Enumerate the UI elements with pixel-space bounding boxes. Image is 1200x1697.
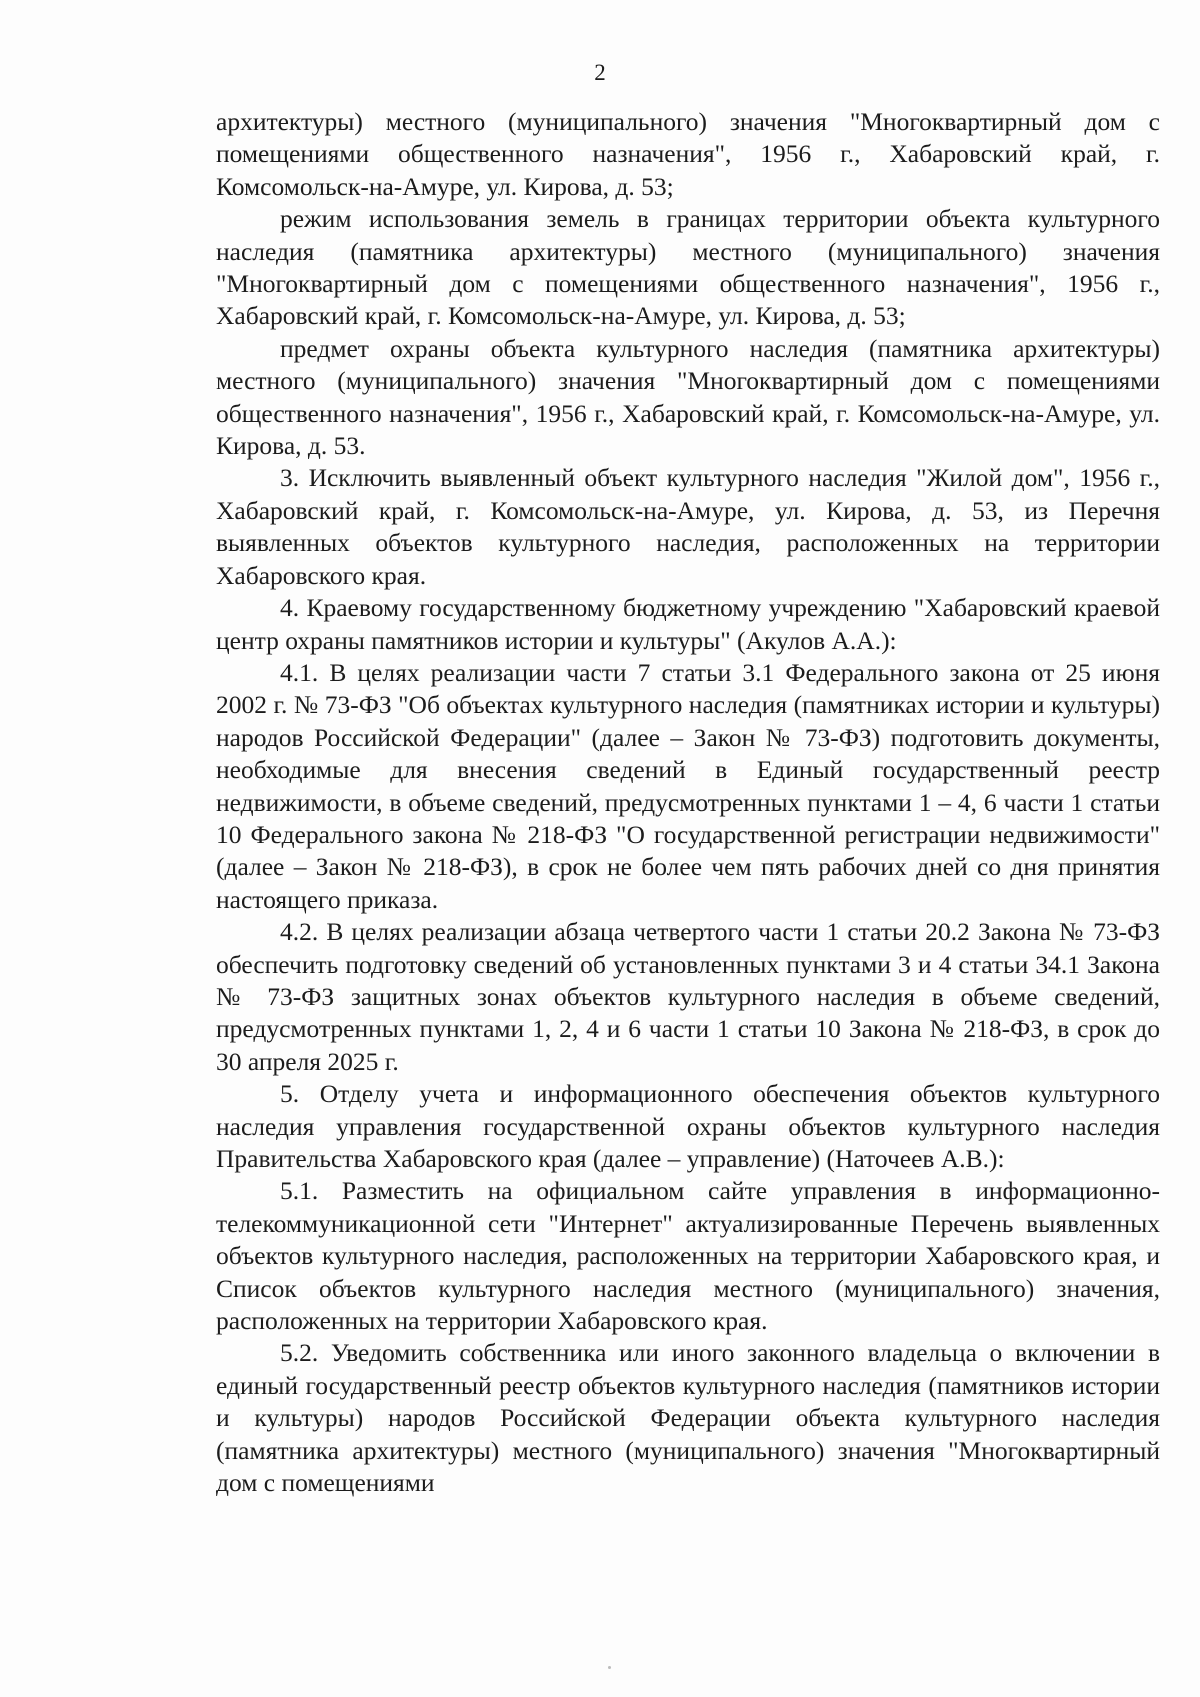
paragraph-continuation: архитектуры) местного (муниципального) значения "Многоквартирный дом с помещениями общественного назначения", 1956 г., Хабаровский край, г. Комсомольск-на-Амуре, ул. Кирова, д. 53;	[216, 107, 1160, 201]
page-number: 2	[594, 60, 606, 85]
paragraph-item-4-2: 4.2. В целях реализации абзаца четвертого части 1 статьи 20.2 Закона № 73-ФЗ обеспечить подготовку сведений об установленных пунктами 3 и 4 статьи 34.1 Закона № 73-ФЗ защитных зонах объектов культурного наследия в объеме сведений, предусмотренных пунктами 1, 2, 4 и 6 части 1 статьи 10 Закона № 218-ФЗ, в срок до 30 апреля 2025 г.	[216, 917, 1160, 1076]
paragraph-item-4: 4. Краевому государственному бюджетному учреждению "Хабаровский краевой центр охраны памятников истории и культуры" (Акулов А.А.):	[216, 593, 1160, 655]
paragraph-item-5: 5. Отделу учета и информационного обеспечения объектов культурного наследия управления государственной охраны объектов культурного наследия Правительства Хабаровского края (далее – управление) (Наточеев А.В.):	[216, 1079, 1160, 1173]
paragraph-protection-subject: предмет охраны объекта культурного наследия (памятника архитектуры) местного (муниципального) значения "Многоквартирный дом с помещениями общественного назначения", 1956 г., Хабаровский край, г. Комсомольск-на-Амуре, ул. Кирова, д. 53.	[216, 333, 1160, 461]
scan-speck	[608, 1666, 611, 1669]
paragraph-item-5-2: 5.2. Уведомить собственника или иного законного владельца о включении в единый государственный реестр объектов культурного наследия (памятников истории и культуры) народов Российской Федерации объекта культурного наследия (памятника архитектуры) местного (муниципального) значения "Многоквартирный дом с помещениями	[216, 1338, 1160, 1498]
paragraph-item-5-1: 5.1. Разместить на официальном сайте управления в информационно-телекоммуникационной сети "Интернет" актуализированные Перечень выявленных объектов культурного наследия, расположенных на территории Хабаровского края, и Список объектов культурного наследия местного (муниципального) значения, расположенных на территории Хабаровского края.	[216, 1176, 1160, 1336]
paragraph-item-4-1: 4.1. В целях реализации части 7 статьи 3.1 Федерального закона от 25 июня 2002 г. № 73-ФЗ "Об объектах культурного наследия (памятниках истории и культуры) народов Российской Федерации" (далее – Закон № 73-ФЗ) подготовить документы, необходимые для внесения сведений в Единый государственный реестр недвижимости, в объеме сведений, предусмотренных пунктами 1 – 4, 6 части 1 статьи 10 Федерального закона № 218-ФЗ "О государственной регистрации недвижимости" (далее – Закон № 218-ФЗ), в срок не более чем пять рабочих дней со дня принятия настоящего приказа.	[216, 657, 1160, 914]
paragraph-land-use-regime: режим использования земель в границах территории объекта культурного наследия (памятника архитектуры) местного (муниципального) значения "Многоквартирный дом с помещениями общественного назначения", 1956 г., Хабаровский край, г. Комсомольск-на-Амуре, ул. Кирова, д. 53;	[216, 204, 1160, 331]
document-body	[216, 106, 1160, 1499]
paragraph-item-3: 3. Исключить выявленный объект культурного наследия "Жилой дом", 1956 г., Хабаровский край, г. Комсомольск-на-Амуре, ул. Кирова, д. 53, из Перечня выявленных объектов культурного наследия, расположенных на территории Хабаровского края.	[216, 463, 1160, 590]
